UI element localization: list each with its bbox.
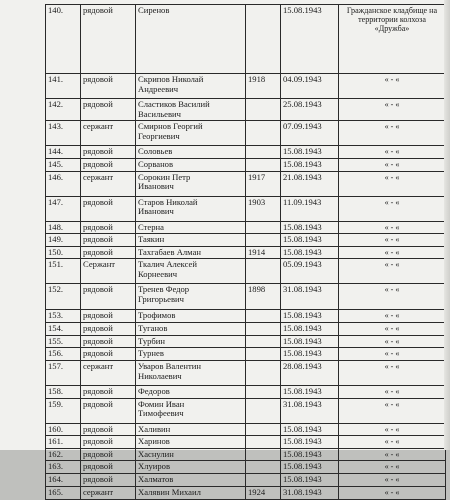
row-death-date: 11.09.1943 xyxy=(281,196,339,221)
row-name xyxy=(136,335,246,348)
row-name xyxy=(136,234,246,247)
table-row xyxy=(46,385,446,398)
name-line: Сорокин Петр xyxy=(138,171,191,182)
row-death-date: 15.08.1943 xyxy=(281,5,339,74)
row-name xyxy=(136,323,246,336)
row-burial-place: « - « xyxy=(339,246,446,259)
row-death-date: 07.09.1943 xyxy=(281,121,339,146)
row-death-date: 15.08.1943 xyxy=(281,474,339,487)
row-name xyxy=(136,196,246,221)
table-row xyxy=(46,398,446,423)
row-rank: рядовой xyxy=(81,74,136,99)
row-rank: рядовой xyxy=(81,221,136,234)
row-birth-year xyxy=(246,461,281,474)
row-name xyxy=(136,474,246,487)
row-number: 162. xyxy=(46,448,81,461)
row-death-date: 28.08.1943 xyxy=(281,360,339,385)
row-number: 161. xyxy=(46,436,81,449)
row-rank: сержант xyxy=(81,360,136,385)
name-line: Васильевич xyxy=(138,108,181,119)
row-burial-place: « - « xyxy=(339,158,446,171)
row-death-date: 15.08.1943 xyxy=(281,448,339,461)
row-number: 165. xyxy=(46,486,81,499)
table-row xyxy=(46,99,446,121)
row-rank: рядовой xyxy=(81,448,136,461)
table-row xyxy=(46,196,446,221)
row-death-date: 15.08.1943 xyxy=(281,348,339,361)
table-body xyxy=(46,5,446,500)
row-number: 158. xyxy=(46,385,81,398)
row-rank: рядовой xyxy=(81,158,136,171)
name-line: Стерна xyxy=(138,221,164,232)
row-rank: рядовой xyxy=(81,246,136,259)
row-number: 155. xyxy=(46,335,81,348)
name-line: Георгиевич xyxy=(138,130,180,141)
row-birth-year xyxy=(246,448,281,461)
name-line: Халявин Михаил xyxy=(138,486,201,497)
row-death-date: 15.08.1943 xyxy=(281,335,339,348)
row-rank: рядовой xyxy=(81,335,136,348)
row-rank: рядовой xyxy=(81,5,136,74)
name-line: Федоров xyxy=(138,385,170,396)
row-name xyxy=(136,348,246,361)
burial-list-table xyxy=(45,4,446,500)
row-name xyxy=(136,171,246,196)
row-number: 163. xyxy=(46,461,81,474)
row-name xyxy=(136,246,246,259)
row-rank: рядовой xyxy=(81,310,136,323)
row-death-date: 15.08.1943 xyxy=(281,423,339,436)
row-number: 164. xyxy=(46,474,81,487)
name-line: Туганов xyxy=(138,323,168,333)
table-row xyxy=(46,259,446,284)
name-line: Трофимов xyxy=(138,310,176,321)
name-line: Турнев xyxy=(138,348,164,359)
row-number: 141. xyxy=(46,74,81,99)
row-number: 150. xyxy=(46,246,81,259)
row-number: 152. xyxy=(46,284,81,310)
row-number: 159. xyxy=(46,398,81,423)
name-line: Тахгабаев Алман xyxy=(138,246,201,257)
row-birth-year xyxy=(246,323,281,336)
row-death-date: 15.08.1943 xyxy=(281,461,339,474)
page-edge-shadow xyxy=(444,0,450,450)
row-death-date: 15.08.1943 xyxy=(281,146,339,159)
row-burial-place: « - « xyxy=(339,348,446,361)
table-row xyxy=(46,335,446,348)
row-death-date: 15.08.1943 xyxy=(281,234,339,247)
row-rank: рядовой xyxy=(81,99,136,121)
table-row xyxy=(46,474,446,487)
row-name xyxy=(136,221,246,234)
row-death-date: 21.08.1943 xyxy=(281,171,339,196)
table-row xyxy=(46,74,446,99)
row-burial-place: « - « xyxy=(339,461,446,474)
name-line: Скрипов Николай xyxy=(138,74,204,84)
table-row xyxy=(46,5,446,74)
row-rank: рядовой xyxy=(81,234,136,247)
row-name xyxy=(136,284,246,310)
row-burial-place: « - « xyxy=(339,121,446,146)
table-row xyxy=(46,284,446,310)
row-name xyxy=(136,360,246,385)
row-rank: сержант xyxy=(81,171,136,196)
row-number: 160. xyxy=(46,423,81,436)
row-burial-place: « - « xyxy=(339,221,446,234)
name-line: Харинов xyxy=(138,436,170,447)
row-burial-place: « - « xyxy=(339,436,446,449)
row-death-date: 05.09.1943 xyxy=(281,259,339,284)
row-burial-place: « - « xyxy=(339,474,446,487)
table-row xyxy=(46,146,446,159)
name-line: Ткалич Алексей xyxy=(138,259,197,270)
row-number: 156. xyxy=(46,348,81,361)
table-row xyxy=(46,423,446,436)
row-rank: рядовой xyxy=(81,423,136,436)
row-rank: рядовой xyxy=(81,146,136,159)
row-name xyxy=(136,310,246,323)
name-line: Андреевич xyxy=(138,83,179,94)
row-number: 146. xyxy=(46,171,81,196)
row-name xyxy=(136,146,246,159)
row-burial-place: « - « xyxy=(339,259,446,284)
row-number: 143. xyxy=(46,121,81,146)
row-name xyxy=(136,398,246,423)
row-death-date: 15.08.1943 xyxy=(281,158,339,171)
row-burial-place: Гражданское кладбище на территории колхоза «Дружба» xyxy=(339,5,446,74)
name-line: Уваров Валентин xyxy=(138,360,201,371)
row-birth-year: 1898 xyxy=(246,284,281,310)
row-death-date: 31.08.1943 xyxy=(281,398,339,423)
row-rank: сержант xyxy=(81,486,136,499)
name-line: Таякин xyxy=(138,234,165,245)
table-row xyxy=(46,360,446,385)
row-rank: рядовой xyxy=(81,323,136,336)
name-line: Хлуиров xyxy=(138,461,171,472)
table-row xyxy=(46,448,446,461)
row-birth-year xyxy=(246,158,281,171)
row-burial-place: « - « xyxy=(339,284,446,310)
name-line: Сиренов xyxy=(138,5,170,15)
row-name xyxy=(136,158,246,171)
row-birth-year: 1914 xyxy=(246,246,281,259)
row-birth-year xyxy=(246,5,281,74)
row-burial-place: « - « xyxy=(339,398,446,423)
row-name xyxy=(136,436,246,449)
name-line: Тимофеевич xyxy=(138,408,184,419)
name-line: Тренев Федор xyxy=(138,284,190,295)
row-name xyxy=(136,74,246,99)
name-line: Григорьевич xyxy=(138,294,184,304)
row-birth-year xyxy=(246,335,281,348)
table-row xyxy=(46,171,446,196)
row-burial-place: « - « xyxy=(339,486,446,499)
name-line: Хаснулин xyxy=(138,448,174,459)
row-birth-year xyxy=(246,385,281,398)
row-birth-year xyxy=(246,121,281,146)
table-row xyxy=(46,121,446,146)
row-birth-year: 1918 xyxy=(246,74,281,99)
row-birth-year: 1903 xyxy=(246,196,281,221)
row-burial-place: « - « xyxy=(339,423,446,436)
row-rank: сержант xyxy=(81,121,136,146)
row-number: 145. xyxy=(46,158,81,171)
row-number: 147. xyxy=(46,196,81,221)
row-rank: рядовой xyxy=(81,284,136,310)
table-row xyxy=(46,486,446,499)
table-row xyxy=(46,158,446,171)
name-line: Фомин Иван xyxy=(138,398,185,409)
row-burial-place: « - « xyxy=(339,234,446,247)
row-birth-year xyxy=(246,474,281,487)
table-row xyxy=(46,221,446,234)
row-name xyxy=(136,121,246,146)
row-death-date: 31.08.1943 xyxy=(281,486,339,499)
row-death-date: 15.08.1943 xyxy=(281,323,339,336)
row-birth-year xyxy=(246,259,281,284)
row-number: 151. xyxy=(46,259,81,284)
row-burial-place: « - « xyxy=(339,99,446,121)
name-line: Сорванов xyxy=(138,158,174,169)
table-row xyxy=(46,310,446,323)
row-rank: рядовой xyxy=(81,461,136,474)
row-birth-year xyxy=(246,398,281,423)
row-birth-year xyxy=(246,436,281,449)
row-birth-year: 1924 xyxy=(246,486,281,499)
row-death-date: 15.08.1943 xyxy=(281,436,339,449)
row-birth-year xyxy=(246,221,281,234)
row-name xyxy=(136,448,246,461)
row-death-date: 15.08.1943 xyxy=(281,246,339,259)
row-death-date: 15.08.1943 xyxy=(281,221,339,234)
row-death-date: 04.09.1943 xyxy=(281,74,339,99)
row-rank: рядовой xyxy=(81,474,136,487)
name-line: Смирнов Георгий xyxy=(138,121,203,132)
row-burial-place: « - « xyxy=(339,74,446,99)
row-burial-place: « - « xyxy=(339,323,446,336)
row-burial-place: « - « xyxy=(339,310,446,323)
name-line: Турбин xyxy=(138,335,165,346)
name-line: Соловьев xyxy=(138,146,173,157)
row-number: 144. xyxy=(46,146,81,159)
row-rank: рядовой xyxy=(81,398,136,423)
row-name xyxy=(136,486,246,499)
row-burial-place: « - « xyxy=(339,385,446,398)
row-burial-place: « - « xyxy=(339,360,446,385)
row-birth-year xyxy=(246,423,281,436)
row-burial-place: « - « xyxy=(339,448,446,461)
row-name xyxy=(136,259,246,284)
row-burial-place: « - « xyxy=(339,146,446,159)
name-line: Иванович xyxy=(138,206,174,217)
row-death-date: 15.08.1943 xyxy=(281,385,339,398)
row-name xyxy=(136,423,246,436)
row-birth-year xyxy=(246,146,281,159)
row-death-date: 31.08.1943 xyxy=(281,284,339,310)
row-number: 154. xyxy=(46,323,81,336)
table-row xyxy=(46,348,446,361)
name-line: Иванович xyxy=(138,181,174,192)
name-line: Халивин xyxy=(138,423,171,434)
table-row xyxy=(46,436,446,449)
row-death-date: 15.08.1943 xyxy=(281,310,339,323)
row-name xyxy=(136,385,246,398)
row-number: 149. xyxy=(46,234,81,247)
row-number: 153. xyxy=(46,310,81,323)
name-line: Старов Николай xyxy=(138,196,198,207)
name-line: Корнеевич xyxy=(138,269,178,279)
table-row xyxy=(46,461,446,474)
name-line: Сластиков Василий xyxy=(138,99,210,109)
row-birth-year xyxy=(246,348,281,361)
row-name xyxy=(136,99,246,121)
row-number: 148. xyxy=(46,221,81,234)
row-number: 140. xyxy=(46,5,81,74)
table-row xyxy=(46,234,446,247)
name-line: Николаевич xyxy=(138,370,182,381)
row-burial-place: « - « xyxy=(339,335,446,348)
row-rank: рядовой xyxy=(81,348,136,361)
table-row xyxy=(46,323,446,336)
row-rank: рядовой xyxy=(81,436,136,449)
row-rank: рядовой xyxy=(81,196,136,221)
table-row xyxy=(46,246,446,259)
row-birth-year xyxy=(246,310,281,323)
row-rank: рядовой xyxy=(81,385,136,398)
row-burial-place: « - « xyxy=(339,196,446,221)
row-name xyxy=(136,461,246,474)
row-number: 142. xyxy=(46,99,81,121)
row-name xyxy=(136,5,246,74)
row-birth-year: 1917 xyxy=(246,171,281,196)
row-burial-place: « - « xyxy=(339,171,446,196)
row-birth-year xyxy=(246,360,281,385)
row-number: 157. xyxy=(46,360,81,385)
row-birth-year xyxy=(246,234,281,247)
row-rank: Сержант xyxy=(81,259,136,284)
name-line: Халматов xyxy=(138,474,174,484)
row-birth-year xyxy=(246,99,281,121)
row-death-date: 25.08.1943 xyxy=(281,99,339,121)
